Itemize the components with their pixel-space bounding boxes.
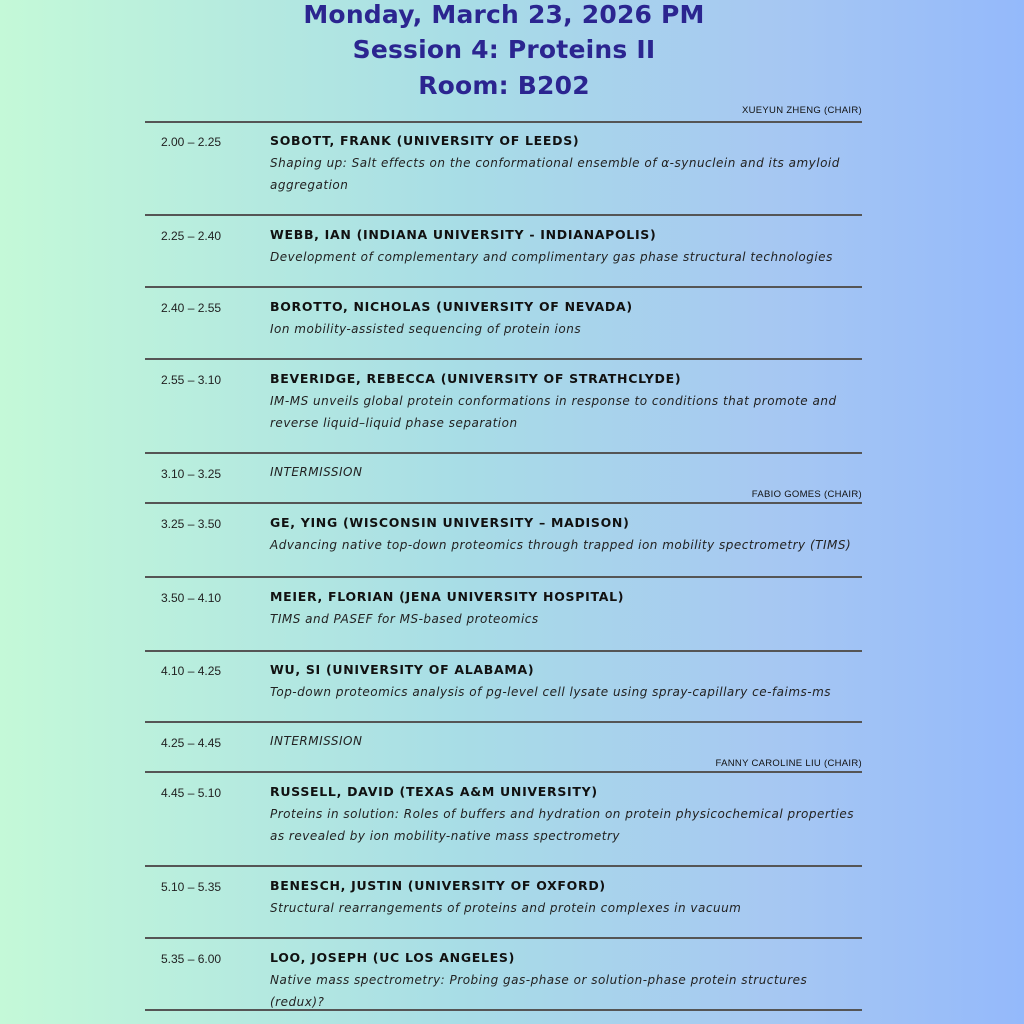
- divider: [145, 214, 862, 216]
- session-date: Monday, March 23, 2026 PM: [303, 0, 705, 29]
- divider: [145, 358, 862, 360]
- session-room: Room: B202: [418, 71, 590, 100]
- talk-title: Advancing native top-down proteomics through trapped ion mobility spectrometry (TIMS): [270, 538, 852, 552]
- talk-title: Proteins in solution: Roles of buffers and hydration on protein physicochemical properties as revealed by ion mobility-native mass spectrometry: [270, 807, 854, 843]
- divider: [145, 721, 862, 723]
- divider: [145, 865, 862, 867]
- session-chair: FANNY CAROLINE LIU (CHAIR): [715, 758, 862, 769]
- talk-speaker: MEIER, FLORIAN (JENA UNIVERSITY HOSPITAL): [270, 589, 625, 604]
- talk-title: Structural rearrangements of proteins and protein complexes in vacuum: [270, 901, 742, 915]
- divider: [145, 1009, 862, 1011]
- session-title: Session 4: Proteins II: [352, 35, 656, 64]
- session-chair: FABIO GOMES (CHAIR): [751, 489, 862, 500]
- talk-speaker: WEBB, IAN (INDIANA UNIVERSITY - INDIANAPOLIS): [270, 227, 657, 242]
- intermission-label: INTERMISSION: [270, 734, 363, 748]
- talk-speaker: GE, YING (WISCONSIN UNIVERSITY – MADISON): [270, 515, 630, 530]
- talk-speaker: WU, SI (UNIVERSITY OF ALABAMA): [270, 662, 535, 677]
- divider: [145, 771, 862, 773]
- talk-speaker: BOROTTO, NICHOLAS (UNIVERSITY OF NEVADA): [270, 299, 633, 314]
- talk-time: 3.50 – 4.10: [161, 591, 222, 605]
- intermission-time: 4.25 – 4.45: [161, 736, 222, 750]
- talk-speaker: LOO, JOSEPH (UC LOS ANGELES): [270, 950, 516, 965]
- talk-title: Top-down proteomics analysis of pg-level cell lysate using spray-capillary ce-faims-ms: [270, 685, 832, 699]
- talk-time: 4.45 – 5.10: [161, 786, 222, 800]
- divider: [145, 121, 862, 123]
- intermission-time: 3.10 – 3.25: [161, 467, 222, 481]
- divider: [145, 502, 862, 504]
- divider: [145, 650, 862, 652]
- talk-time: 2.40 – 2.55: [161, 301, 222, 315]
- talk-title: Development of complementary and complimentary gas phase structural technologies: [270, 250, 833, 264]
- talk-title: Native mass spectrometry: Probing gas-phase or solution-phase protein structures (redux)?: [270, 973, 808, 1009]
- divider: [145, 452, 862, 454]
- divider: [145, 286, 862, 288]
- talk-speaker: SOBOTT, FRANK (UNIVERSITY OF LEEDS): [270, 133, 580, 148]
- talk-title: TIMS and PASEF for MS-based proteomics: [270, 612, 539, 626]
- talk-time: 2.00 – 2.25: [161, 135, 222, 149]
- talk-time: 5.35 – 6.00: [161, 952, 222, 966]
- talk-title: IM-MS unveils global protein conformations in response to conditions that promote and reverse liquid–liquid phase separation: [270, 394, 837, 430]
- talk-title: Ion mobility-assisted sequencing of protein ions: [270, 322, 582, 336]
- talk-time: 2.55 – 3.10: [161, 373, 222, 387]
- session-chair: XUEYUN ZHENG (CHAIR): [741, 105, 862, 116]
- talk-title: Shaping up: Salt effects on the conformational ensemble of α-synuclein and its amyloid aggregation: [270, 156, 840, 192]
- talk-time: 5.10 – 5.35: [161, 880, 222, 894]
- talk-speaker: BENESCH, JUSTIN (UNIVERSITY OF OXFORD): [270, 878, 606, 893]
- divider: [145, 937, 862, 939]
- intermission-label: INTERMISSION: [270, 465, 363, 479]
- talk-time: 2.25 – 2.40: [161, 229, 222, 243]
- talk-time: 4.10 – 4.25: [161, 664, 222, 678]
- talk-time: 3.25 – 3.50: [161, 517, 222, 531]
- divider: [145, 576, 862, 578]
- talk-speaker: RUSSELL, DAVID (TEXAS A&M UNIVERSITY): [270, 784, 598, 799]
- talk-speaker: BEVERIDGE, REBECCA (UNIVERSITY OF STRATHCLYDE): [270, 371, 682, 386]
